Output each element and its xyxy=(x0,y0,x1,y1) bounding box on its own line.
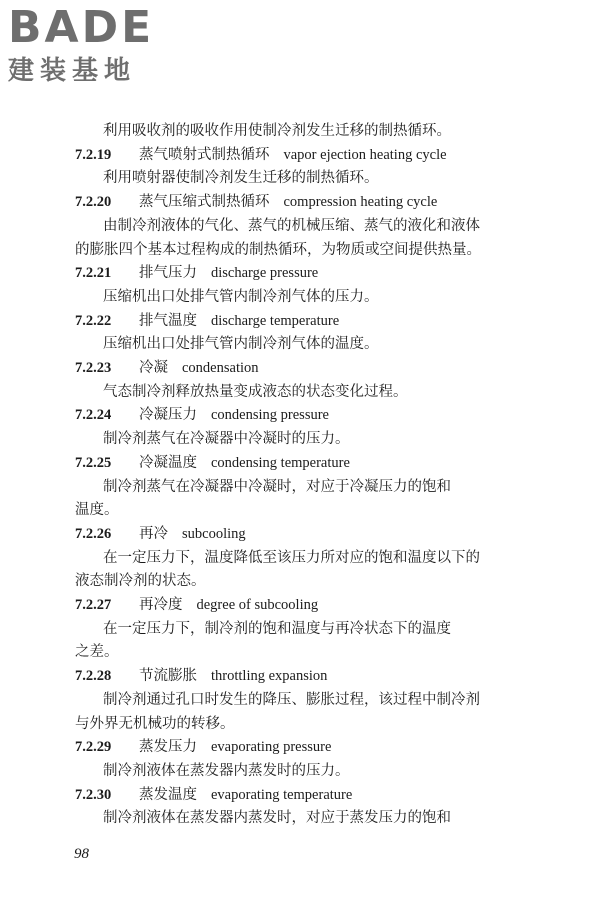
term-entry xyxy=(0,525,246,545)
term-chinese: 冷凝温度 xyxy=(139,454,197,471)
term-entry xyxy=(0,146,447,166)
clause-number: 7.2.29 xyxy=(75,739,112,756)
definition-continuation: 与外界无机械功的转移。 xyxy=(75,715,235,732)
logo-wordmark: BADE xyxy=(8,2,155,53)
term-entry xyxy=(0,264,318,284)
term-english: condensation xyxy=(182,360,259,376)
term-chinese: 蒸发温度 xyxy=(139,786,197,803)
clause-number: 7.2.30 xyxy=(75,786,112,803)
term-entry xyxy=(0,454,350,474)
clause-number: 7.2.28 xyxy=(75,668,112,685)
definition-text: 制冷剂蒸气在冷凝器中冷凝时的压力。 xyxy=(103,431,350,448)
definition-text: 由制冷剂液体的气化、蒸气的机械压缩、蒸气的液化和液体 xyxy=(103,217,480,234)
clause-number: 7.2.25 xyxy=(75,454,112,471)
term-english: evaporating pressure xyxy=(211,739,332,756)
term-entry xyxy=(0,312,339,332)
term-english: condensing pressure xyxy=(211,407,329,424)
clause-number: 7.2.22 xyxy=(75,312,112,329)
term-english: degree of subcooling xyxy=(196,597,319,613)
definition-continuation: 液态制冷剂的状态。 xyxy=(75,573,206,590)
definition-text: 在一定压力下，温度降低至该压力所对应的饱和温度以下的 xyxy=(103,549,480,566)
term-chinese: 蒸气喷射式制热循环 xyxy=(139,146,270,163)
definition-text: 制冷剂通过孔口时发生的降压、膨胀过程，该过程中制冷剂 xyxy=(103,691,480,708)
term-chinese: 蒸气压缩式制热循环 xyxy=(139,194,270,211)
page-number: 98 xyxy=(74,846,89,862)
definition-text: 在一定压力下，制冷剂的饱和温度与再冷状态下的温度 xyxy=(103,620,451,637)
clause-number: 7.2.26 xyxy=(75,525,112,542)
term-entry xyxy=(0,359,259,379)
term-chinese: 再冷度 xyxy=(139,597,183,613)
clause-number: 7.2.23 xyxy=(75,360,112,376)
term-chinese: 排气压力 xyxy=(139,265,197,282)
definition-text: 制冷剂液体在蒸发器内蒸发时，对应于蒸发压力的饱和 xyxy=(103,810,451,827)
definition-text: 压缩机出口处排气管内制冷剂气体的压力。 xyxy=(103,288,379,305)
term-english: vapor ejection heating cycle xyxy=(283,146,447,163)
term-chinese: 冷凝 xyxy=(139,360,168,376)
term-entry xyxy=(0,406,329,426)
term-english: discharge pressure xyxy=(211,265,319,282)
term-chinese: 再冷 xyxy=(139,525,168,542)
term-english: compression heating cycle xyxy=(283,194,438,211)
definition-continuation: 之差。 xyxy=(75,644,119,661)
term-entry xyxy=(0,786,352,806)
clause-number: 7.2.24 xyxy=(75,407,112,424)
term-english: throttling expansion xyxy=(211,668,328,685)
term-english: evaporating temperature xyxy=(211,786,353,803)
definition-text: 制冷剂液体在蒸发器内蒸发时的压力。 xyxy=(103,762,350,779)
term-english: condensing temperature xyxy=(211,454,350,471)
definition-text: 制冷剂蒸气在冷凝器中冷凝时，对应于冷凝压力的饱和 xyxy=(103,478,451,495)
clause-number: 7.2.19 xyxy=(75,146,112,163)
term-chinese: 节流膨胀 xyxy=(139,668,197,685)
term-entry xyxy=(0,596,318,616)
definition-text: 压缩机出口处排气管内制冷剂气体的温度。 xyxy=(103,336,379,353)
term-chinese: 排气温度 xyxy=(139,312,197,329)
definition-text: 气态制冷剂释放热量变成液态的状态变化过程。 xyxy=(103,383,408,400)
term-entry xyxy=(0,193,437,213)
clause-number: 7.2.27 xyxy=(75,597,112,613)
term-entry xyxy=(0,738,331,758)
term-english: subcooling xyxy=(182,525,246,542)
term-english: discharge temperature xyxy=(211,312,340,329)
clause-number: 7.2.20 xyxy=(75,194,112,211)
definition-text: 利用喷射器使制冷剂发生迁移的制热循环。 xyxy=(103,170,379,187)
term-entry xyxy=(0,667,327,687)
term-chinese: 蒸发压力 xyxy=(139,739,197,756)
logo-subtitle: 建装基地 xyxy=(8,56,137,86)
definition-continuation: 的膨胀四个基本过程构成的制热循环，为物质或空间提供热量。 xyxy=(75,241,481,258)
definition-text: 利用吸收剂的吸收作用使制冷剂发生迁移的制热循环。 xyxy=(103,123,451,139)
definition-continuation: 温度。 xyxy=(75,502,119,519)
clause-number: 7.2.21 xyxy=(75,265,112,282)
term-chinese: 冷凝压力 xyxy=(139,407,197,424)
